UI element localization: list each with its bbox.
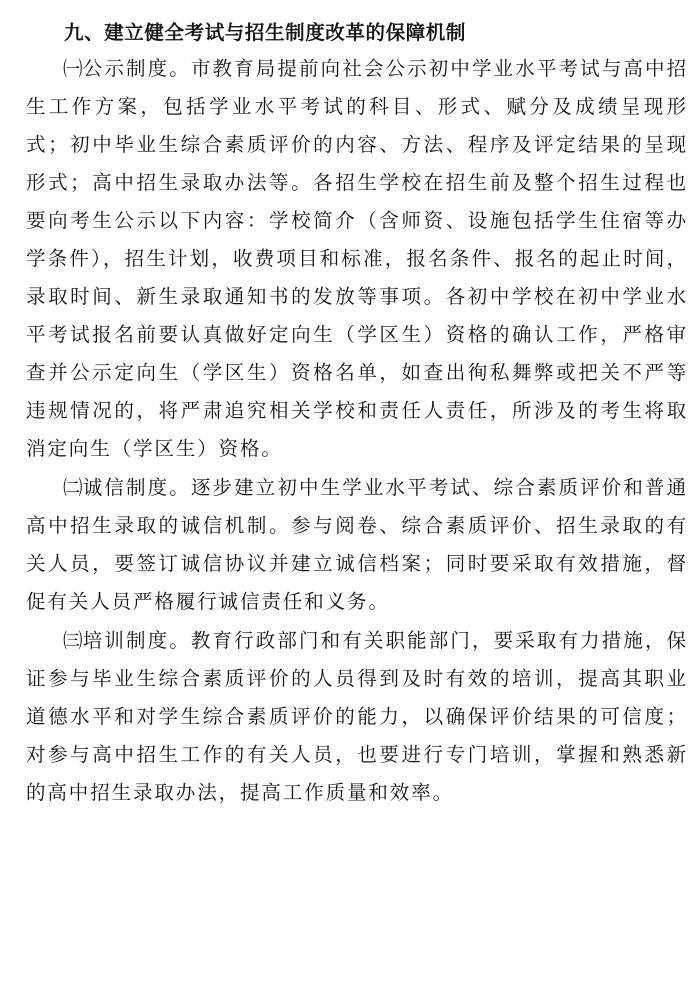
paragraph-integrity (26, 469, 688, 621)
item-label: ㈠ (63, 57, 83, 80)
item-label: ㈡ (63, 476, 83, 499)
item-label: ㈢ (63, 629, 83, 652)
paragraph-text: 培训制度。教育行政部门和有关职能部门，要采取有力措施，保证参与毕业生综合素质评价的人员得到及时有效的培训，提高其职业道德水平和对学生综合素质评价的能力，以确保评价结果的可信度；对参与高中招生工作的有关人员，也要进行专门培训，掌握和熟悉新的高中招生录取办法，提高工作质量和效率。 (26, 629, 688, 804)
paragraph-public-disclosure (26, 50, 688, 468)
paragraph-text: 诚信制度。逐步建立初中生学业水平考试、综合素质评价和普通高中招生录取的诚信机制。参与阅卷、综合素质评价、招生录取的有关人员，要签订诚信协议并建立诚信档案；同时要采取有效措施，督促有关人员严格履行诚信责任和义务。 (26, 476, 688, 613)
paragraph-text: 公示制度。市教育局提前向社会公示初中学业水平考试与高中招生工作方案，包括学业水平考试的科目、形式、赋分及成绩呈现形式；初中毕业生综合素质评价的内容、方法、程序及评定结果的呈现形式；高中招生录取办法等。各招生学校在招生前及整个招生过程也要向考生公示以下内容：学校简介（含师资、设施包括学生住宿等办学条件），招生计划，收费项目和标准，报名条件、报名的起止时间，录取时间、新生录取通知书的发放等事项。各初中学校在初中学业水平考试报名前要认真做好定向生（学区生）资格的确认工作，严格审查并公示定向生（学区生）资格名单，如查出徇私舞弊或把关不严等违规情况的，将严肃追究相关学校和责任人责任，所涉及的考生将取消定向生（学区生）资格。 (26, 57, 688, 460)
section-heading: 九、建立健全考试与招生制度改革的保障机制 (64, 21, 467, 44)
paragraph-training (26, 622, 688, 812)
